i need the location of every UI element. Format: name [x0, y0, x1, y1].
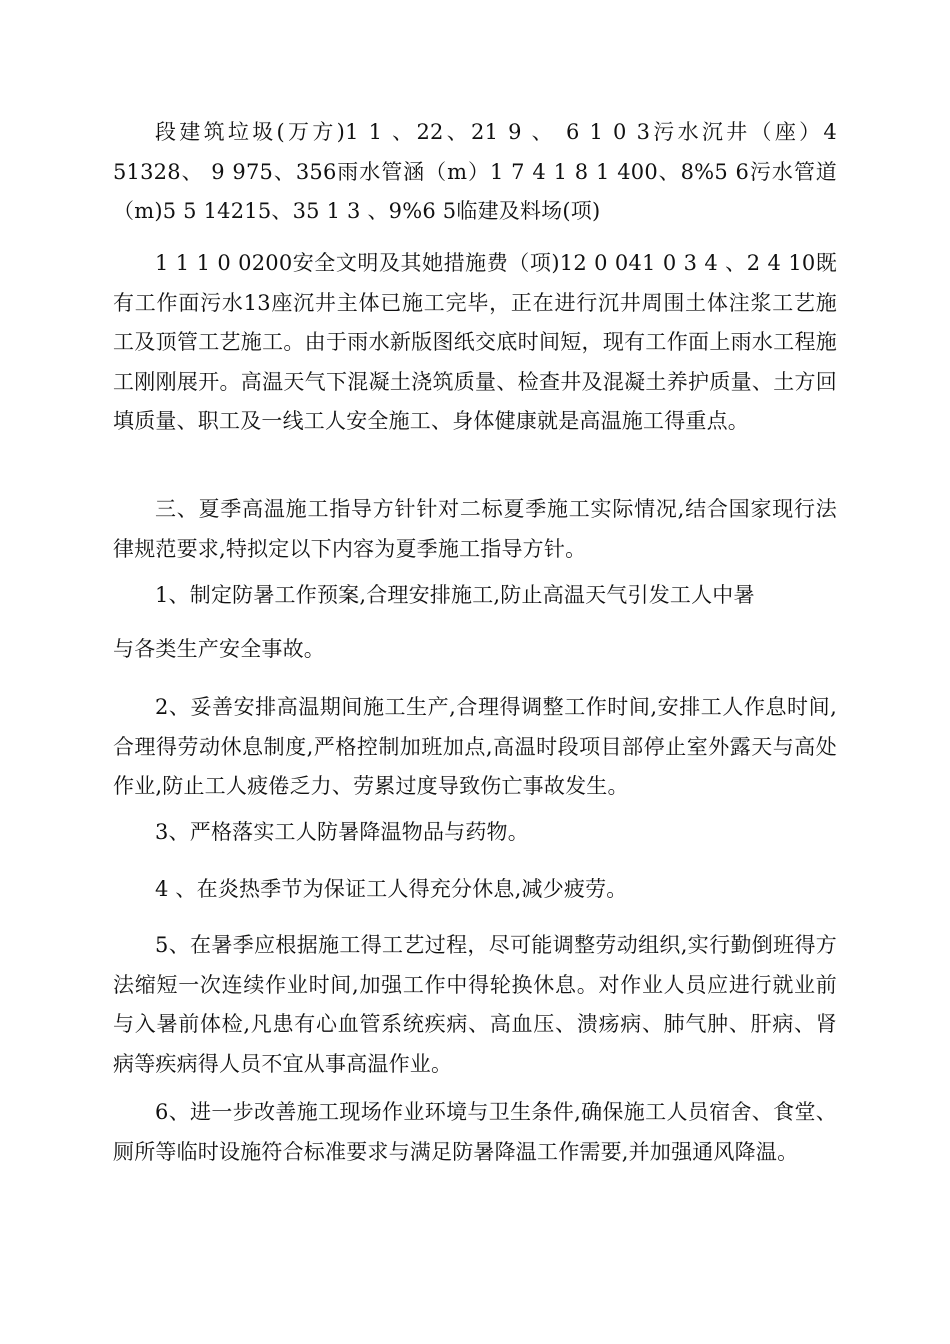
paragraph-item-1-continued: 与各类生产安全事故。	[113, 637, 325, 661]
paragraph-cost-table-text: 段建筑垃圾(万方)1 1 、22、21 9 、 6 1 0 3污水沉井（座）4 51328、 9 975、356雨水管涵（m）1 7 4 1 8 1 400、8%5 6污水管道（m)5 5 14215、35 1 3 、9%6 5临建及料场(项)	[113, 120, 837, 223]
paragraph-section-three-heading: 三、夏季高温施工指导方针针对二标夏季施工实际情况,结合国家现行法律规范要求,特拟定以下内容为夏季施工指导方针。	[113, 497, 837, 561]
paragraph-item-1: 1、制定防暑工作预案,合理安排施工,防止高温天气引发工人中暑	[155, 583, 755, 607]
paragraph-item-2: 2、妥善安排高温期间施工生产,合理得调整工作时间,安排工人作息时间,合理得劳动休息制度,严格控制加班加点,高温时段项目部停止室外露天与高处作业,防止工人疲倦乏力、劳累过度导致伤亡事故发生。	[113, 695, 837, 798]
paragraph-item-3: 3、严格落实工人防暑降温物品与药物。	[155, 820, 529, 844]
paragraph-item-4: 4 、在炎热季节为保证工人得充分休息,减少疲劳。	[155, 877, 628, 901]
paragraph-current-progress: 1 1 1 0 0200安全文明及其她措施费（项)12 0 041 0 3 4 、2 4 10既有工作面污水13座沉井主体已施工完毕，正在进行沉井周围土体注浆工艺施工及顶管工艺施工。由于雨水新版图纸交底时间短，现有工作面上雨水工程施工刚刚展开。高温天气下混凝土浇筑质量、检查井及混凝土养护质量、土方回填质量、职工及一线工人安全施工、身体健康就是高温施工得重点。	[113, 251, 837, 433]
paragraph-item-5: 5、在暑季应根据施工得工艺过程，尽可能调整劳动组织,实行勤倒班得方法缩短一次连续作业时间,加强工作中得轮换休息。对作业人员应进行就业前与入暑前体检,凡患有心血管系统疾病、高血压、溃疡病、肺气肿、肝病、肾病等疾病得人员不宜从事高温作业。	[113, 933, 837, 1076]
paragraph-item-6: 6、进一步改善施工现场作业环境与卫生条件,确保施工人员宿舍、食堂、厕所等临时设施符合标准要求与满足防暑降温工作需要,并加强通风降温。	[113, 1100, 837, 1164]
